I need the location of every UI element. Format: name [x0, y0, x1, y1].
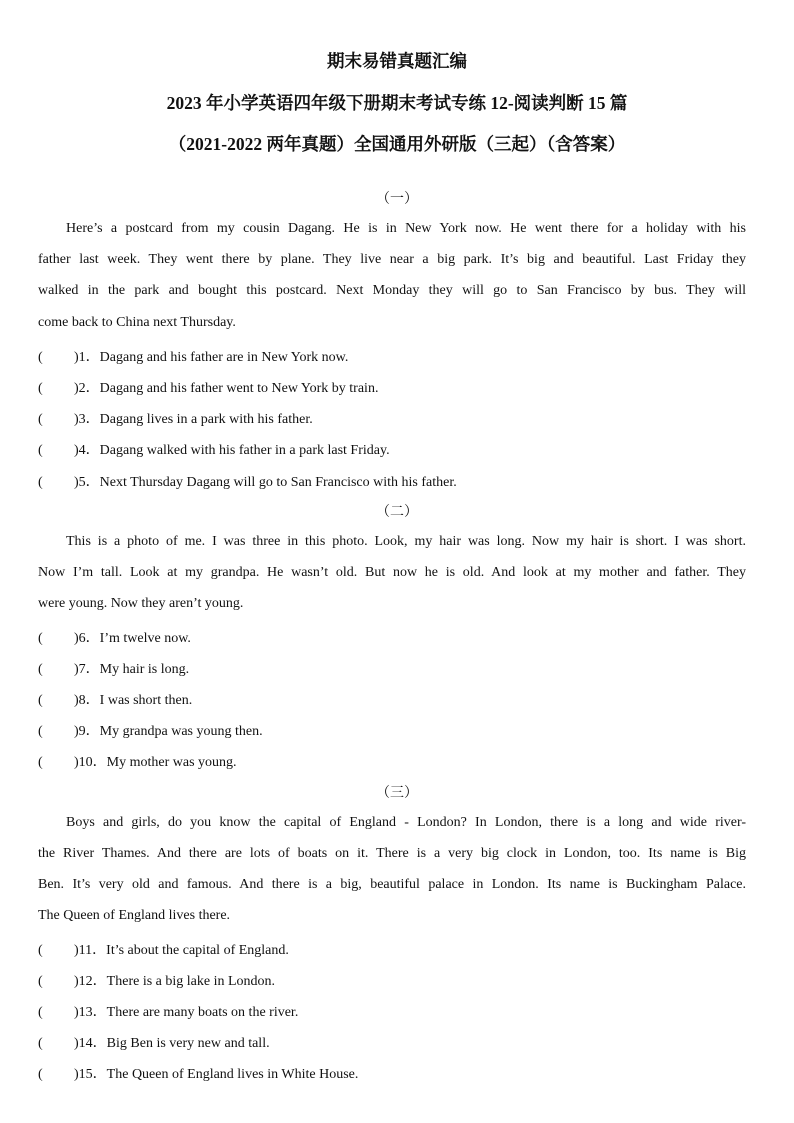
question-item[interactable]: [38, 720, 263, 740]
doc-title-main: 期末易错真题汇编: [327, 51, 467, 71]
answer-blank[interactable]: (: [38, 443, 43, 458]
question-number: )6．: [74, 631, 100, 646]
section-2-passage-line: Now I’m tall. Look at my grandpa. He wasn’t old. But now he is old. And look at my mother and father. They: [38, 565, 746, 580]
question-number: )8．: [74, 693, 100, 708]
question-number: )4．: [74, 443, 100, 458]
answer-blank[interactable]: (: [38, 350, 43, 365]
question-item[interactable]: [38, 627, 191, 647]
question-text: I was short then.: [99, 693, 193, 708]
answer-blank[interactable]: (: [38, 974, 43, 989]
section-1-heading: （一）: [376, 192, 418, 207]
question-number: )14．: [74, 1036, 107, 1051]
answer-blank[interactable]: (: [38, 662, 43, 677]
answer-blank[interactable]: (: [38, 412, 43, 427]
answer-blank[interactable]: (: [38, 631, 43, 646]
question-item[interactable]: [38, 1001, 298, 1021]
section-1-passage-line: Here’s a postcard from my cousin Dagang. He is in New York now. He went there for a holiday with his: [66, 221, 746, 236]
question-item[interactable]: [38, 346, 348, 366]
question-text: There are many boats on the river.: [106, 1005, 299, 1020]
question-item[interactable]: [38, 408, 313, 428]
answer-blank[interactable]: (: [38, 1036, 43, 1051]
question-text: The Queen of England lives in White House.: [106, 1067, 359, 1082]
question-text: My grandpa was young then.: [99, 724, 263, 739]
section-2-passage-line: were young. Now they aren’t young.: [38, 596, 244, 611]
question-text: There is a big lake in London.: [106, 974, 276, 989]
answer-blank[interactable]: (: [38, 381, 43, 396]
section-3-heading: （三）: [376, 786, 418, 801]
question-item[interactable]: [38, 751, 237, 771]
question-item[interactable]: [38, 939, 289, 959]
question-number: )11．: [74, 943, 107, 958]
section-1-passage-line: come back to China next Thursday.: [38, 315, 236, 330]
answer-blank[interactable]: (: [38, 693, 43, 708]
question-item[interactable]: [38, 1063, 358, 1083]
answer-blank[interactable]: (: [38, 1005, 43, 1020]
question-text: Next Thursday Dagang will go to San Francisco with his father.: [99, 475, 457, 490]
question-number: )7．: [74, 662, 100, 677]
answer-blank[interactable]: (: [38, 943, 43, 958]
question-item[interactable]: [38, 658, 189, 678]
question-number: )9．: [74, 724, 100, 739]
section-2-heading: （二）: [376, 505, 418, 520]
question-number: )10．: [74, 755, 107, 770]
question-number: )13．: [74, 1005, 107, 1020]
question-text: Dagang and his father went to New York by train.: [99, 381, 379, 396]
question-text: Dagang and his father are in New York now.: [99, 350, 349, 365]
question-number: )5．: [74, 475, 100, 490]
section-3-passage-line: The Queen of England lives there.: [38, 908, 231, 923]
section-1-passage-line: walked in the park and bought this postcard. Next Monday they will go to San Francisco by bus. They will: [38, 283, 746, 298]
question-number: )2．: [74, 381, 100, 396]
doc-title-subtitle: 2023 年小学英语四年级下册期末考试专练 12-阅读判断 15 篇: [166, 93, 628, 113]
answer-blank[interactable]: (: [38, 724, 43, 739]
question-number: )3．: [74, 412, 100, 427]
question-number: )12．: [74, 974, 107, 989]
question-item[interactable]: [38, 689, 192, 709]
section-3-passage-line: the River Thames. And there are lots of boats on it. There is a very big clock in London, too. Its name is Big: [38, 846, 746, 861]
question-item[interactable]: [38, 471, 457, 491]
section-2-passage-line: This is a photo of me. I was three in this photo. Look, my hair was long. Now my hair is short. I was short.: [66, 534, 746, 549]
question-item[interactable]: [38, 377, 378, 397]
question-text: It’s about the capital of England.: [106, 943, 289, 958]
section-3-passage-line: Boys and girls, do you know the capital of England - London? In London, there is a long and wide river-: [66, 815, 746, 830]
question-text: Big Ben is very new and tall.: [106, 1036, 270, 1051]
question-text: I’m twelve now.: [99, 631, 191, 646]
question-number: )1．: [74, 350, 100, 365]
question-text: My hair is long.: [99, 662, 190, 677]
question-item[interactable]: [38, 970, 275, 990]
question-text: Dagang lives in a park with his father.: [99, 412, 313, 427]
question-item[interactable]: [38, 439, 390, 459]
question-text: My mother was young.: [106, 755, 237, 770]
question-item[interactable]: [38, 1032, 270, 1052]
section-1-passage-line: father last week. They went there by plane. They live near a big park. It’s big and beautiful. Last Friday they: [38, 252, 746, 267]
answer-blank[interactable]: (: [38, 1067, 43, 1082]
section-3-passage-line: Ben. It’s very old and famous. And there is a big, beautiful palace in London. Its name is Buckingham Palace.: [38, 877, 746, 892]
question-number: )15．: [74, 1067, 107, 1082]
doc-title-edition: （2021-2022 两年真题）全国通用外研版（三起）（含答案）: [168, 134, 626, 154]
answer-blank[interactable]: (: [38, 475, 43, 490]
question-text: Dagang walked with his father in a park last Friday.: [99, 443, 390, 458]
answer-blank[interactable]: (: [38, 755, 43, 770]
